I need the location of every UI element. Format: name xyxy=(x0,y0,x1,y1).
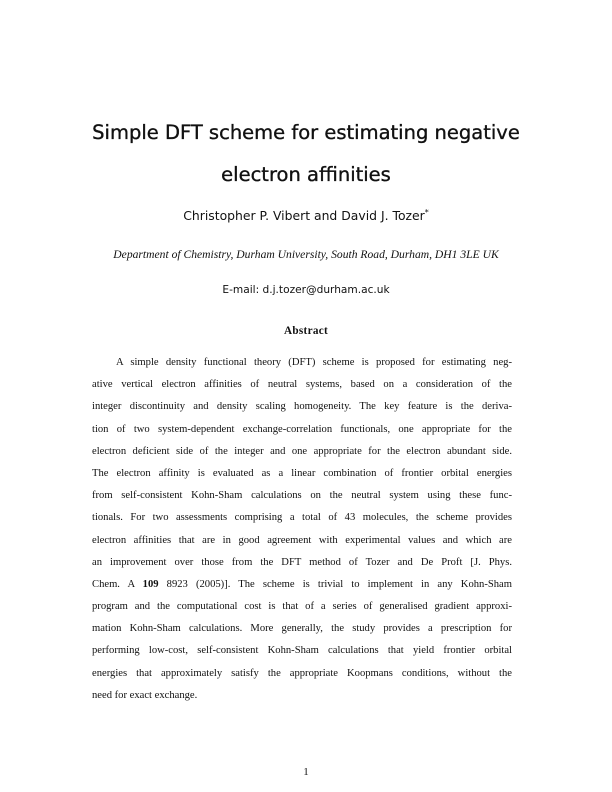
corresponding-author-mark: * xyxy=(424,207,429,217)
author-list xyxy=(60,208,552,223)
authors-text: Christopher P. Vibert and David J. Tozer xyxy=(183,208,425,223)
abstract-line: need for exact exchange. xyxy=(92,689,198,701)
affiliation: Department of Chemistry, Durham University, South Road, Durham, DH1 3LE UK xyxy=(113,248,499,261)
abstract-heading: Abstract xyxy=(283,325,329,337)
abstract-line: Chem. A 109 8923 (2005)]. The scheme is trivial to implement in any Kohn-Sham xyxy=(92,578,513,590)
abstract-line: The electron affinity is evaluated as a linear combination of frontier orbital energies xyxy=(92,467,512,479)
abstract-line: integer discontinuity and density scaling homogeneity. The key feature is the deriva- xyxy=(92,401,512,413)
abstract-line: an improvement over those from the DFT method of Tozer and De Proft [J. Phys. xyxy=(92,556,512,568)
abstract-line: A simple density functional theory (DFT) scheme is proposed for estimating neg- xyxy=(116,357,512,368)
abstract-line: tionals. For two assessments comprising a total of 43 molecules, the scheme provides xyxy=(92,512,512,524)
abstract-line: program and the computational cost is that of a series of generalised gradient approxi- xyxy=(92,601,512,613)
abstract-line: ative vertical electron affinities of neutral systems, based on a consideration of the xyxy=(92,379,512,391)
abstract-line: from self-consistent Kohn-Sham calculations on the neutral system using these func- xyxy=(92,490,512,502)
abstract-line: mation Kohn-Sham calculations. More generally, the study provides a prescription for xyxy=(92,623,512,635)
title-line-2: electron affinities xyxy=(221,163,391,186)
abstract-line: electron deficient side of the integer and one appropriate for the electron abundant side. xyxy=(92,445,512,457)
journal-volume: 109 xyxy=(142,578,159,590)
page-number: 1 xyxy=(303,766,309,778)
abstract-body xyxy=(92,352,512,707)
paper-title xyxy=(60,112,552,196)
abstract-line: tion of two system-dependent exchange-correlation functionals, one appropriate for the xyxy=(92,423,512,435)
title-line-1: Simple DFT scheme for estimating negative xyxy=(92,121,520,144)
abstract-line: electron affinities that are in good agreement with experimental values and which are xyxy=(92,534,512,546)
abstract-line: energies that approximately satisfy the appropriate Koopmans conditions, without the xyxy=(92,667,512,679)
email-line: E-mail: d.j.tozer@durham.ac.uk xyxy=(222,284,390,296)
abstract-line: performing low-cost, self-consistent Kohn-Sham calculations that yield frontier orbital xyxy=(92,645,512,657)
